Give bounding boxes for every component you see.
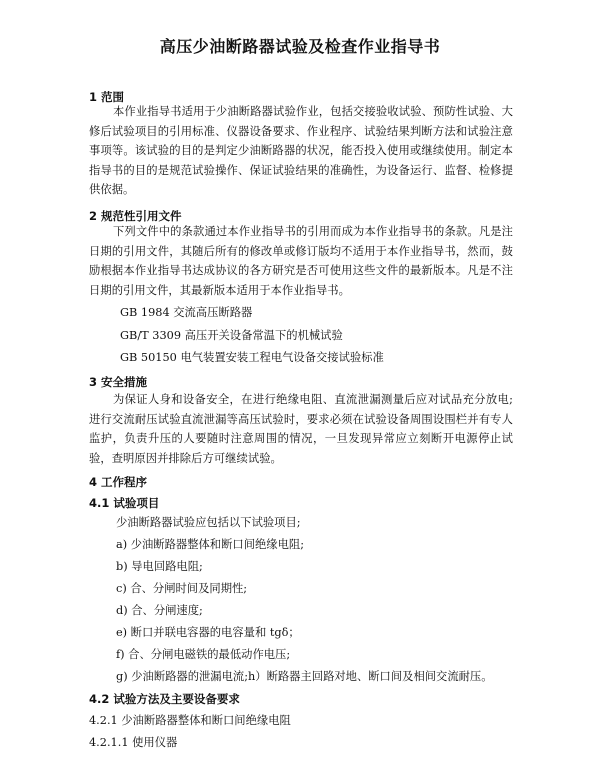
- section-4-2-heading: 4.2 试验方法及主要设备要求: [89, 692, 240, 706]
- section-2-heading: 2 规范性引用文件: [89, 209, 182, 223]
- test-item: f) 合、分闸电磁铁的最低动作电压;: [116, 648, 291, 661]
- section-3-heading: 3 安全措施: [89, 375, 148, 389]
- section-4-1-heading: 4.1 试验项目: [89, 496, 160, 510]
- standard-item: GB 50150 电气装置安装工程电气设备交接试验标准: [120, 351, 384, 364]
- section-3-paragraph: 为保证人身和设备安全，在进行绝缘电阻、直流泄漏测量后应对试品充分放电;进行交流耐压试验直流泄漏等高压试验时，要求必须在试验设备周围设围栏并有专人监护，负责升压的人要随时注意周围的情况，一旦发现异常应立刻断开电源停止试验，查明原因并排除后方可继续试验。: [89, 393, 513, 465]
- section-4-2-1-1-heading: 4.2.1.1 使用仪器: [89, 736, 178, 749]
- section-1-paragraph: 本作业指导书适用于少油断路器试验作业，包括交接验收试验、预防性试验、大修后试验项目的引用标准、仪器设备要求、作业程序、试验结果判断方法和试验注意事项等。该试验的目的是判定少油断路器的状况，能否投入使用或继续使用。制定本指导书的目的是规范试验操作、保证试验结果的准确性，为设备运行、监督、检修提供依据。: [89, 105, 513, 197]
- section-1-heading: 1 范围: [89, 90, 125, 104]
- test-item: b) 导电回路电阻;: [116, 560, 203, 573]
- section-2-paragraph: 下列文件中的条款通过本作业指导书的引用而成为本作业指导书的条款。凡是注日期的引用文件，其随后所有的修改单或修订版均不适用于本作业指导书，然而，鼓励根据本作业指导书达成协议的各方研究是否可使用这些文件的最新版本。凡是不注日期的引用文件，其最新版本适用于本作业指导书。: [89, 225, 513, 297]
- test-item: a) 少油断路器整体和断口间绝缘电阻;: [116, 538, 304, 551]
- test-items-intro: 少油断路器试验应包括以下试验项目;: [116, 516, 301, 529]
- section-4-2-1-heading: 4.2.1 少油断路器整体和断口间绝缘电阻: [89, 714, 291, 727]
- test-item: c) 合、分闸时间及同期性;: [116, 582, 248, 595]
- standard-item: GB 1984 交流高压断路器: [120, 306, 253, 319]
- document-title: 高压少油断路器试验及检查作业指导书: [159, 37, 441, 56]
- standard-item: GB/T 3309 高压开关设备常温下的机械试验: [120, 329, 343, 342]
- test-item: e) 断口并联电容器的电容量和 tgδ；: [116, 626, 300, 639]
- section-4-heading: 4 工作程序: [89, 475, 148, 489]
- test-item: g) 少油断路器的泄漏电流;h）断路器主回路对地、断口间及相间交流耐压。: [116, 670, 493, 683]
- test-item: d) 合、分闸速度;: [116, 604, 203, 617]
